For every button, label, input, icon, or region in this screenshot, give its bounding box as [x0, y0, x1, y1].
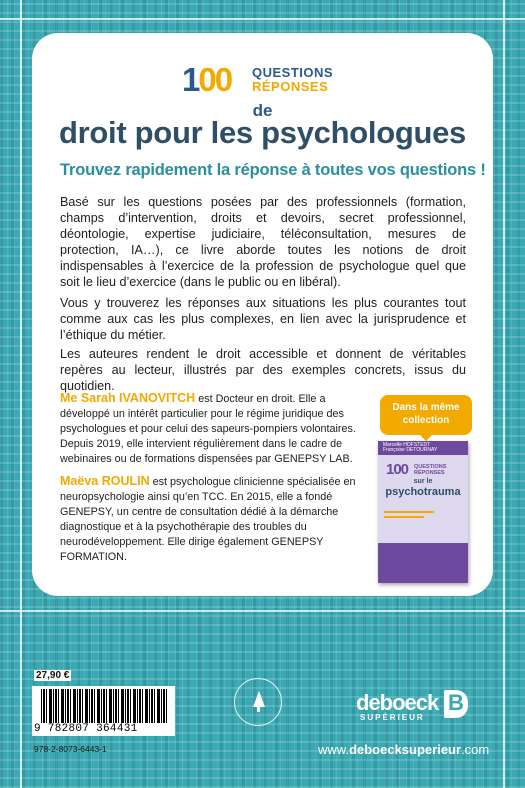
logo-reponses: RÉPONSES	[252, 79, 329, 94]
publisher-mark-icon: B	[444, 690, 468, 718]
description-paragraph: Vous y trouverez les réponses aux situations les plus courantes tout comme aux cas les plus complexes, en lien avec la jurisprudence et l’éthique du métier.	[60, 296, 466, 342]
description-paragraph: Les auteures rendent le droit accessible et donnent de véritables repères au lecteur, illustrés par des exemples concrets, issus du quotidien.	[60, 347, 466, 393]
grid-line	[0, 610, 525, 612]
author-bio: Me Sarah IVANOVITCH est Docteur en droit. Elle a développé un intérêt particulier pour le régime juridique des psychologues et pour celui des sapeurs-pompiers volontaires. Depuis 2019, elle intervient régulièrement dans le cadre de webinaires ou de formations dispensées par GENEPSY LAB.	[60, 391, 356, 465]
related-book-title: psychotrauma	[385, 486, 461, 498]
tagline: Trouvez rapidement la réponse à toutes vos questions !	[60, 161, 486, 179]
grid-line	[20, 0, 22, 788]
barcode-digits: 9 782807 364431	[34, 723, 138, 735]
decoration	[384, 516, 424, 518]
related-book-footer	[378, 543, 468, 583]
grid-line	[0, 18, 525, 20]
publisher-logo	[356, 690, 496, 724]
collection-logo	[182, 63, 382, 101]
publisher-sub: SUPÉRIEUR	[360, 713, 425, 722]
back-cover-panel	[32, 33, 493, 596]
publisher-url[interactable]: www.deboecksuperieur.com	[318, 742, 490, 757]
barcode-bars	[41, 689, 169, 723]
author-name: Maëva ROULIN	[60, 474, 150, 488]
isbn: 978-2-8073-6443-1	[34, 744, 107, 754]
grid-line	[503, 0, 505, 788]
logo-number: 100	[182, 61, 232, 98]
related-book-authors: Marcelle HOFSTEDT Françoise DETOURNAY	[383, 442, 438, 453]
barcode	[32, 686, 175, 736]
decoration	[384, 511, 434, 513]
logo-questions: QUESTIONS	[252, 65, 334, 80]
related-book-series: QUESTIONS RÉPONSES	[414, 464, 447, 476]
publisher-name: deboeck	[356, 690, 439, 715]
price: 27,90 €	[36, 670, 70, 681]
book-title: droit pour les psychologues	[58, 115, 466, 150]
collection-badge: Dans la même collection	[380, 395, 472, 435]
related-book-number: 100	[386, 461, 409, 478]
description-paragraph: Basé sur les questions posées par des professionnels (formation, champs d’intervention, droits et devoirs, secret professionnel, déontologie, expertise judiciaire, téléconsultation, mesures de protection, IA…), ce livre aborde toutes les notions de droit indispensables à l’exercice de la profession de psychologue quel que soit le lieu d’exercice (dans le public ou en libéral).	[60, 195, 466, 289]
related-book-sur: sur le	[413, 478, 433, 485]
author-bio: Maëva ROULIN est psychologue clinicienne spécialisée en neuropsychologie ainsi qu’en TCC. En 2015, elle a fondé GENEPSY, un centre de consultation dédié à la démarche diagnostique et à la psychothérapie des troubles du neurodéveloppement. Elle dirige également GENEPSY FORMATION.	[60, 474, 356, 563]
related-book-cover	[378, 441, 468, 583]
author-name: Me Sarah IVANOVITCH	[60, 391, 196, 405]
eco-seal-icon	[234, 678, 282, 726]
logo-de: de	[252, 101, 273, 120]
